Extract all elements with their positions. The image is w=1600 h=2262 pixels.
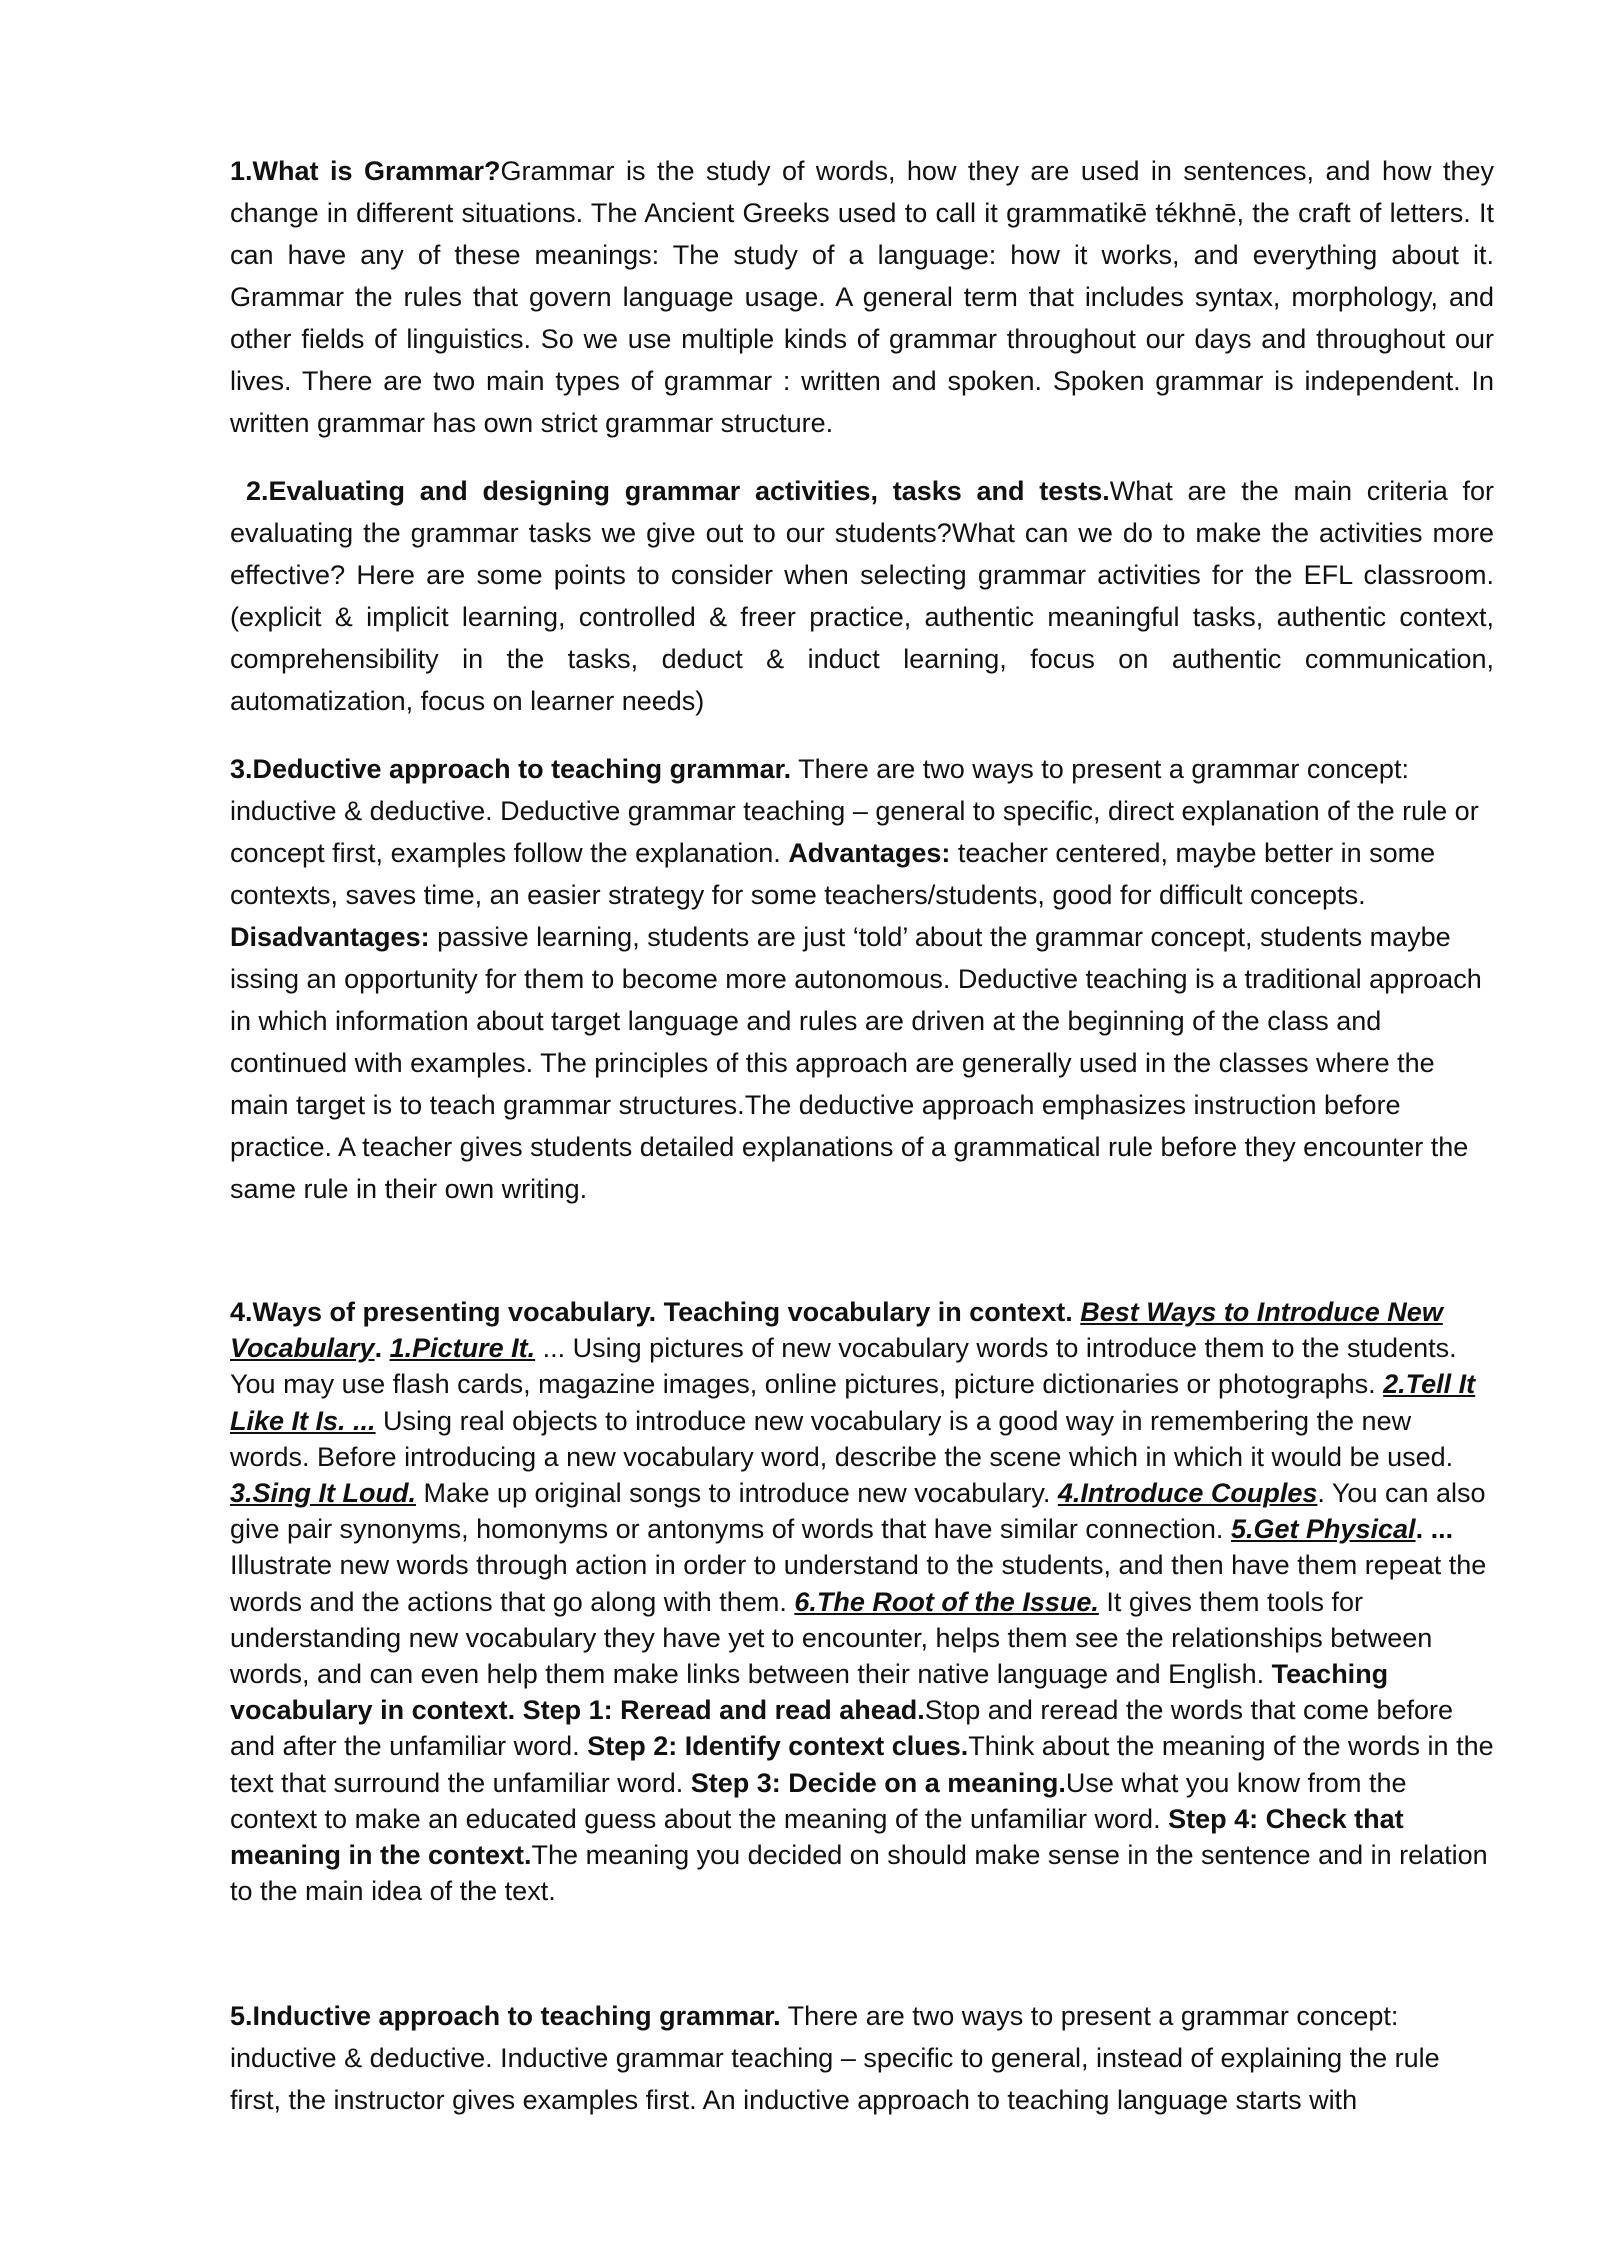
step-3-text: Use what you know from the context to make an educated guess about the meaning of the unfamiliar word. (230, 1767, 1407, 1834)
section-heading: 2.Evaluating and designing grammar activities, tasks and tests. (246, 476, 1110, 506)
context-heading: Teaching vocabulary in context. (230, 1659, 1389, 1726)
section-body: What are the main criteria for evaluating the grammar tasks we give out to our students?What can we do to make the activities more effective? Here are some points to consider when selecting grammar activities for the EFL classroom. (explicit & implicit learning, controlled & freer practice, authentic meaningful tasks, authentic context, comprehensibility in the tasks, deduct & induct learning, focus on authentic communication, automatization, focus on learner needs) (230, 476, 1494, 716)
advantages-text: teacher centered, maybe better in some contexts, saves time, an easier strategy for some teachers/students, good for difficult concepts. (230, 838, 1436, 910)
step-1-text: Stop and reread the words that come before and after the unfamiliar word. (230, 1695, 1454, 1762)
section-heading: 4.Ways of presenting vocabulary. Teaching vocabulary in context. (230, 1297, 1073, 1327)
document-page (230, 150, 1494, 2121)
step-2-text: Think about the meaning of the words in the text that surround the unfamiliar word. (230, 1731, 1494, 1798)
section-body: There are two ways to present a grammar concept: inductive & deductive. Inductive grammar teaching – specific to general, instead of explaining the rule first, the instructor gives examples first. An inductive approach to teaching language starts with (230, 2001, 1440, 2116)
link-tell-it-like-it-is[interactable]: 2.Tell It Like It Is. ... (230, 1369, 1476, 1436)
section-heading: 1.What is Grammar? (230, 156, 501, 186)
disadvantages-text: passive learning, students are just ‘told’ about the grammar concept, students maybe issing an opportunity for them to become more autonomous. Deductive teaching is a traditional approach in which information about target language and rules are driven at the beginning of the class and continued with examples. The principles of this approach are generally used in the classes where the main target is to teach grammar structures.The deductive approach emphasizes instruction before practice. A teacher gives students detailed explanations of a grammatical rule before they encounter the same rule in their own writing. (230, 922, 1482, 1204)
advantages-label: Advantages: (788, 838, 951, 868)
section-heading: 3.Deductive approach to teaching grammar. (230, 754, 792, 784)
section-body: Grammar is the study of words, how they are used in sentences, and how they change in different situations. The Ancient Greeks used to call it grammatikē tékhnē, the craft of letters. It can have any of these meanings: The study of a language: how it works, and everything about it. Grammar the rules that govern language usage. A general term that includes syntax, morphology, and other fields of linguistics. So we use multiple kinds of grammar throughout our days and throughout our lives. There are two main types of grammar : written and spoken. Spoken grammar is independent. In written grammar has own strict grammar structure. (230, 156, 1494, 438)
root-issue-text: It gives them tools for understanding new vocabulary they have yet to encounter, helps them see the relationships between words, and can even help them make links between their native language and English. (230, 1586, 1433, 1690)
section-presenting-vocabulary (230, 1294, 1494, 1909)
introduce-couples-text: . You can also give pair synonyms, homonyms or antonyms of words that have similar connection. (230, 1478, 1486, 1545)
section-deductive-approach (230, 748, 1494, 1210)
link-root-of-the-issue[interactable]: 6.The Root of the Issue. (794, 1586, 1099, 1617)
step-4-label: Step 4: Check that meaning in the context. (230, 1803, 1404, 1871)
sing-it-text: Make up original songs to introduce new vocabulary. (415, 1478, 1058, 1509)
section-body: There are two ways to present a grammar concept: inductive & deductive. Deductive grammar teaching – general to specific, direct explanation of the rule or concept first, examples follow the explanation. (230, 754, 1479, 868)
step-3-label: Step 3: Decide on a meaning. (690, 1767, 1066, 1798)
section-heading: 5.Inductive approach to teaching grammar. (230, 2001, 781, 2032)
section-evaluating-grammar-activities (230, 470, 1494, 722)
picture-it-text: ... Using pictures of new vocabulary words to introduce them to the students. You may use flash cards, magazine images, online pictures, picture dictionaries or photographs. (230, 1333, 1457, 1400)
step-2-label: Step 2: Identify context clues. (587, 1731, 969, 1762)
section-what-is-grammar (230, 150, 1494, 444)
get-physical-text: Illustrate new words through action in order to understand to the students, and then have them repeat the words and the actions that go along with them. (230, 1550, 1487, 1617)
section-inductive-approach (230, 1995, 1494, 2121)
link-sing-it-loud[interactable]: 3.Sing It Loud. (230, 1478, 416, 1509)
disadvantages-label: Disadvantages: (230, 922, 430, 952)
step-4-text: The meaning you decided on should make sense in the sentence and in relation to the main idea of the text. (230, 1840, 1488, 1907)
link-get-physical[interactable]: 5.Get Physical (1230, 1514, 1416, 1545)
tell-it-text: Using real objects to introduce new vocabulary is a good way in remembering the new words. Before introducing a new vocabulary word, describe the scene which in which it would be used. (230, 1405, 1454, 1472)
ellipsis: . ... (1415, 1514, 1454, 1545)
step-1-label: Step 1: Reread and read ahead. (522, 1695, 925, 1726)
link-best-ways-vocabulary[interactable]: Best Ways to Introduce New Vocabulary (230, 1297, 1443, 1364)
period: . (374, 1333, 383, 1364)
link-introduce-couples[interactable]: 4.Introduce Couples (1057, 1478, 1318, 1509)
link-picture-it[interactable]: 1.Picture It. (389, 1333, 536, 1364)
